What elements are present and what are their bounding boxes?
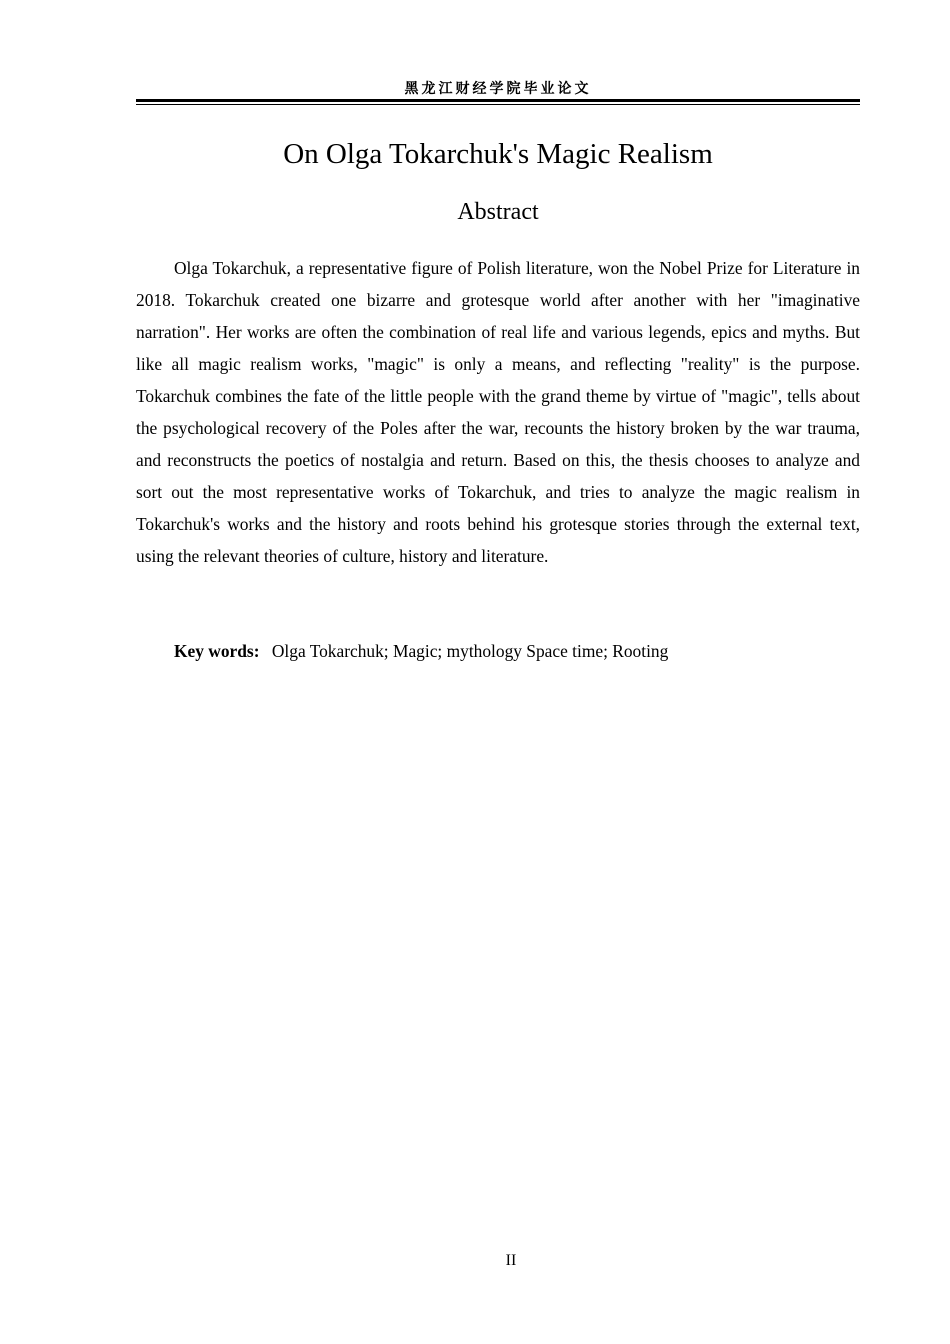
abstract-paragraph: Olga Tokarchuk, a representative figure of Polish literature, won the Nobel Prize for Literature in 2018. Tokarchuk created one bizarre and grotesque world after another with her "imaginative narration". Her works are often the combination of real life and various legends, epics and myths. But like all magic realism works, "magic" is only a means, and reflecting "reality" is the purpose. Tokarchuk combines the fate of the little people with the grand theme by virtue of "magic", tells about the psychological recovery of the Poles after the war, recounts the history broken by the war trauma, and reconstructs the poetics of nostalgia and return. Based on this, the thesis chooses to analyze and sort out the most representative works of Tokarchuk, and tries to analyze the magic realism in Tokarchuk's works and the history and roots behind his grotesque stories through the external text, using the relevant theories of culture, history and literature. xyxy=(136,258,860,566)
header-rule-thick xyxy=(136,99,860,102)
keywords-label: Key words: xyxy=(174,641,260,661)
abstract-heading: Abstract xyxy=(457,199,539,225)
keywords-value: Olga Tokarchuk; Magic; mythology Space time; Rooting xyxy=(271,641,669,661)
page-number: II xyxy=(505,1252,517,1269)
keywords-line xyxy=(174,636,860,666)
thesis-title: On Olga Tokarchuk's Magic Realism xyxy=(283,138,713,170)
header-rule-thin xyxy=(136,104,860,105)
running-header: 黑龙江财经学院毕业论文 xyxy=(404,81,592,97)
